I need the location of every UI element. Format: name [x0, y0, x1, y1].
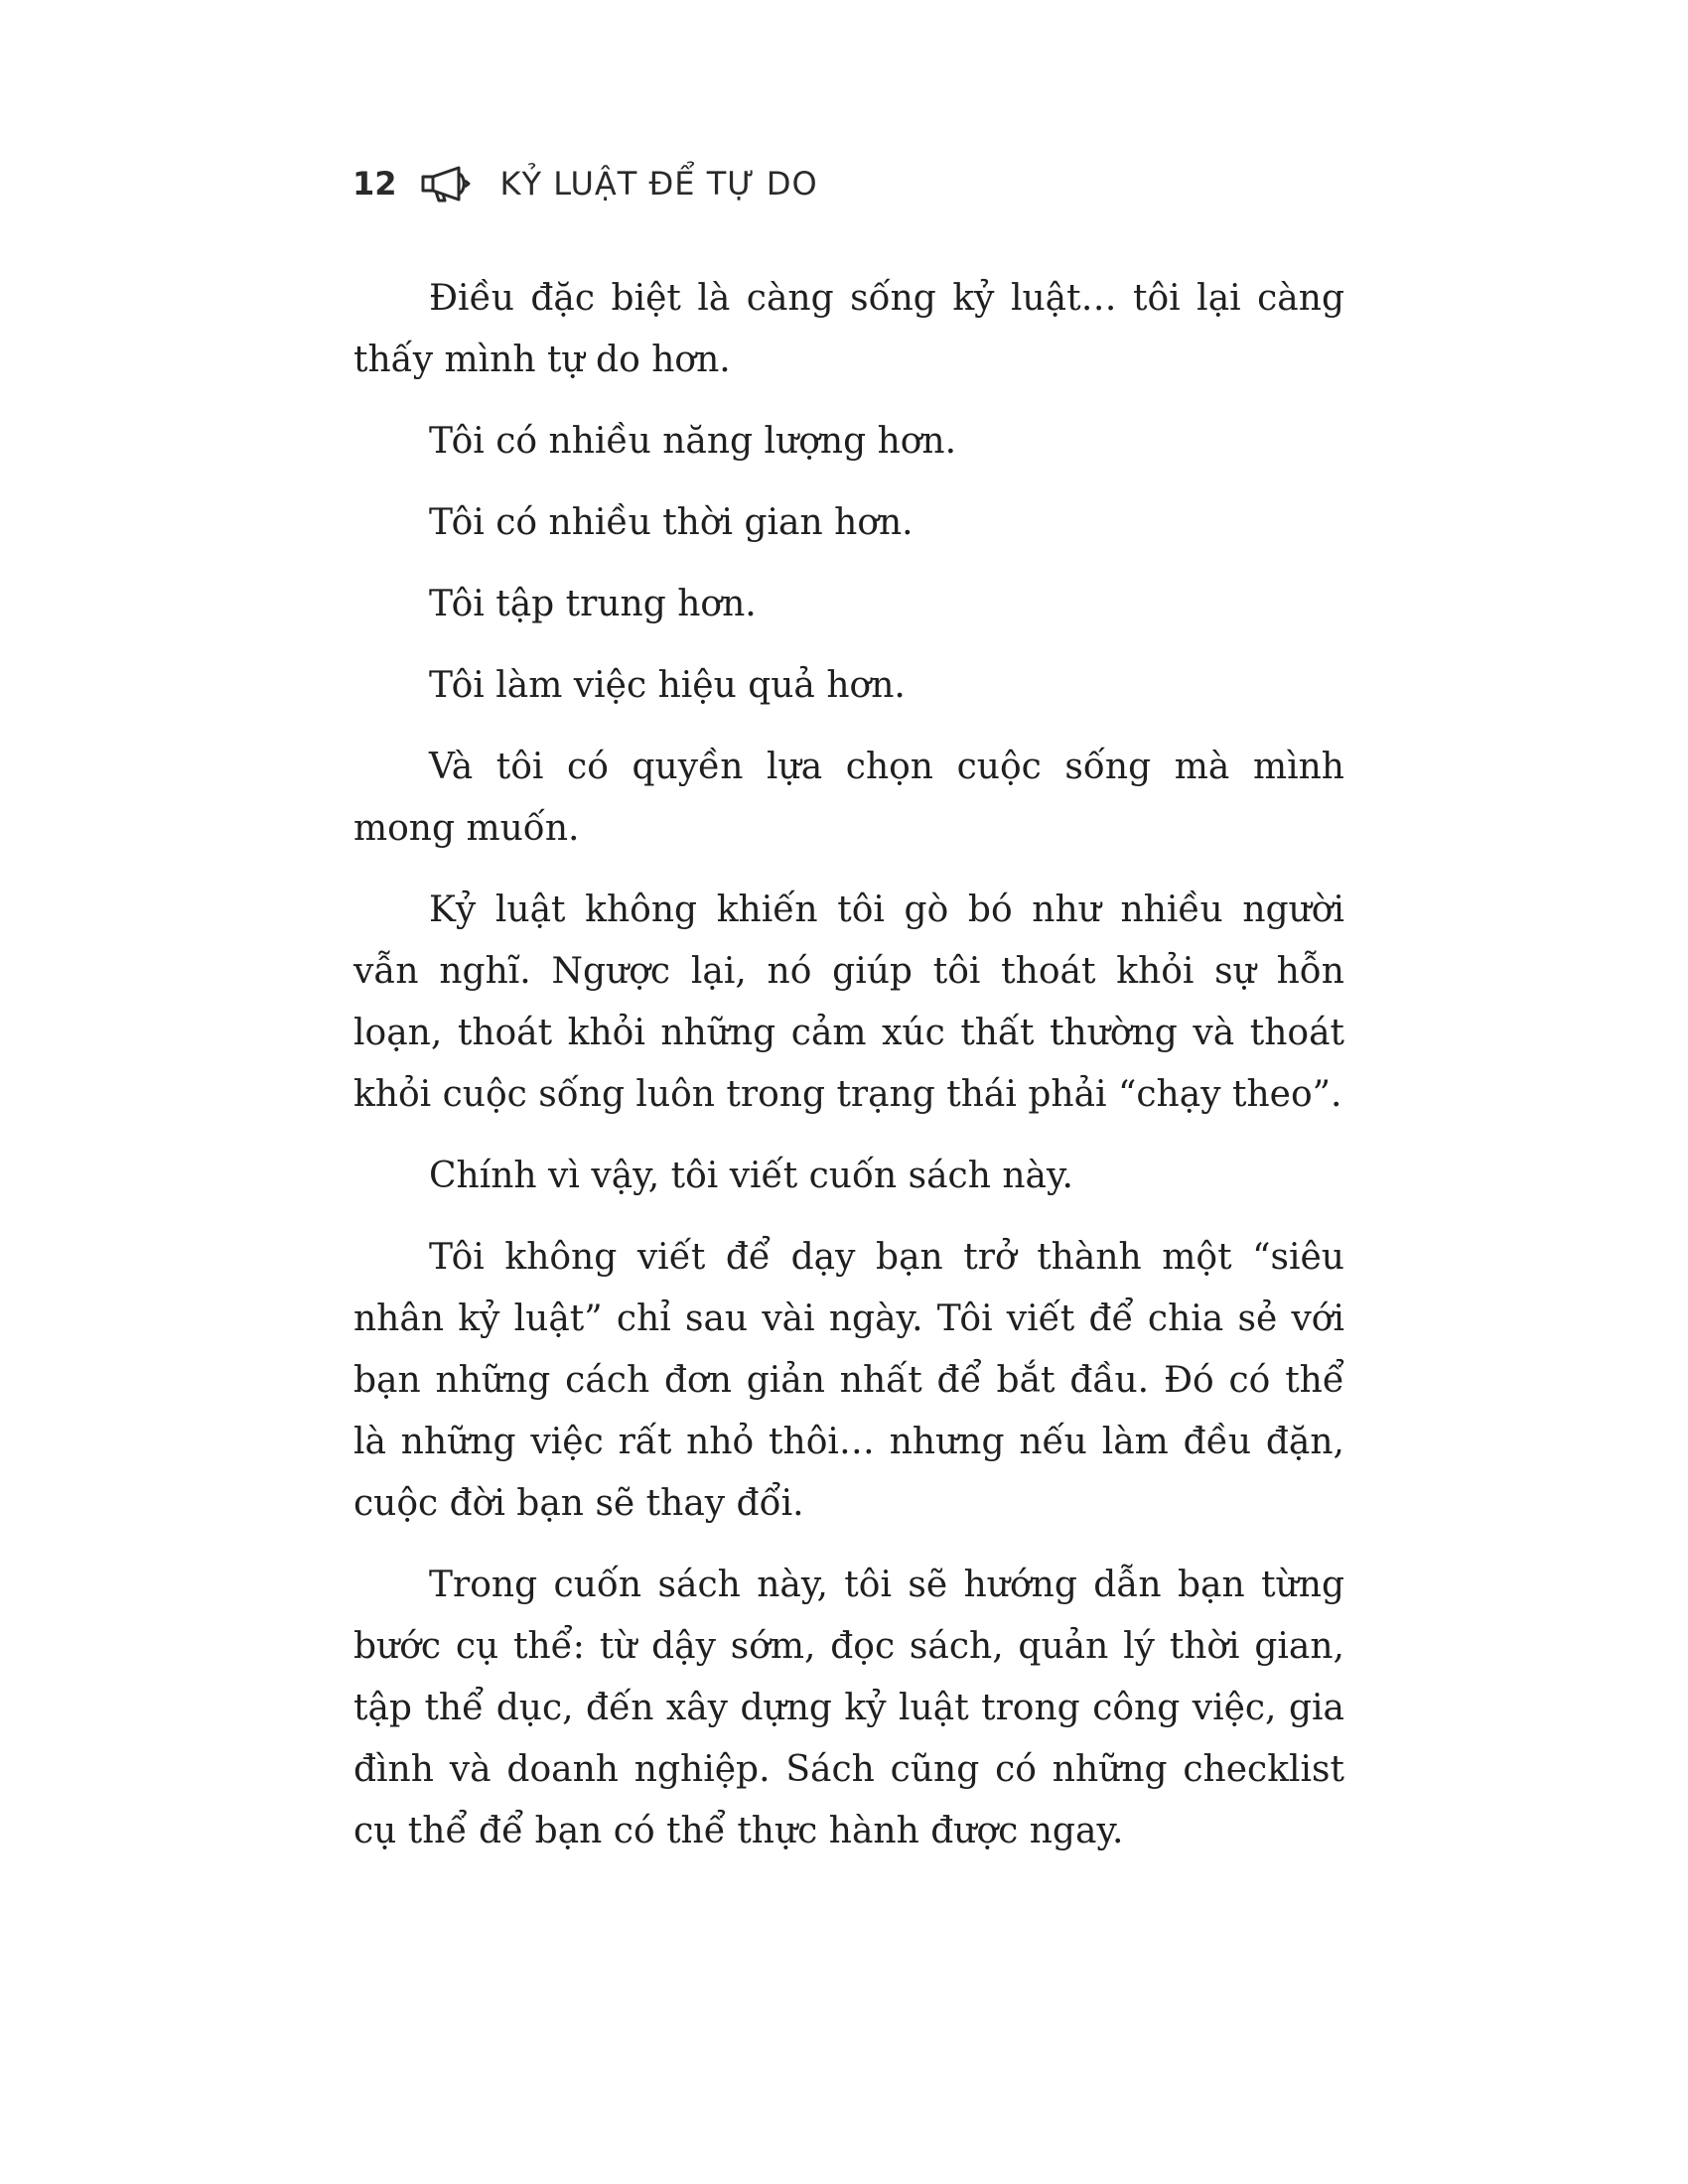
- paragraph: Trong cuốn sách này, tôi sẽ hướng dẫn bạn từng bước cụ thể: từ dậy sớm, đọc sách, quản lý thời gian, tập thể dục, đến xây dựng kỷ luật trong công việc, gia đình và doanh nghiệp. Sách cũng có những checklist cụ thể để bạn có thể thực hành được ngay.: [353, 1565, 1344, 1851]
- page-number: 12: [352, 165, 397, 203]
- paragraph: Tôi tập trung hơn.: [429, 584, 757, 624]
- book-title: KỶ LUẬT ĐỂ TỰ DO: [499, 165, 818, 203]
- paragraph: Tôi làm việc hiệu quả hơn.: [429, 665, 906, 706]
- paragraph: Tôi không viết để dạy bạn trở thành một “siêu nhân kỷ luật” chỉ sau vài ngày. Tôi viết để chia sẻ với bạn những cách đơn giản nhất để bắt đầu. Đó có thể là những việc rất nhỏ thôi… nhưng nếu làm đều đặn, cuộc đời bạn sẽ thay đổi.: [353, 1237, 1344, 1524]
- paragraph: Tôi có nhiều thời gian hơn.: [429, 502, 914, 543]
- body-text: [353, 268, 1344, 1882]
- paragraph: Chính vì vậy, tôi viết cuốn sách này.: [429, 1156, 1073, 1196]
- paragraph: Kỷ luật không khiến tôi gò bó như nhiều người vẫn nghĩ. Ngược lại, nó giúp tôi thoát khỏi sự hỗn loạn, thoát khỏi những cảm xúc thất thường và thoát khỏi cuộc sống luôn trong trạng thái phải “chạy theo”.: [353, 889, 1344, 1115]
- paragraph: Điều đặc biệt là càng sống kỷ luật… tôi lại càng thấy mình tự do hơn.: [353, 278, 1344, 380]
- running-header: [352, 154, 818, 213]
- paragraph: Tôi có nhiều năng lượng hơn.: [429, 421, 957, 462]
- paragraph: Và tôi có quyền lựa chọn cuộc sống mà mình mong muốn.: [353, 747, 1344, 849]
- megaphone-icon: [419, 164, 477, 204]
